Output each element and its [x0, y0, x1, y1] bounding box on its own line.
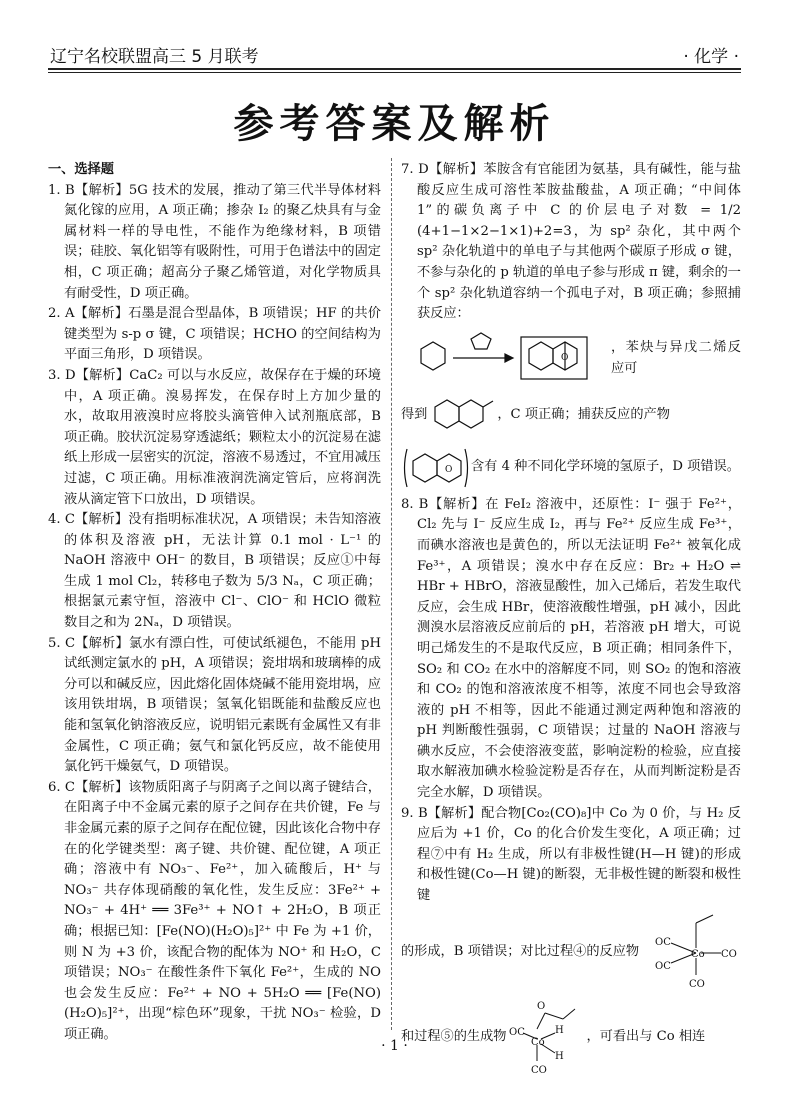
answer-7-part5: 含有 4 种不同化学环境的氢原子，D 项错误。 — [471, 459, 740, 475]
svg-text:H: H — [554, 1050, 564, 1062]
section-heading: 一、选择题 — [48, 162, 114, 177]
answer-7-part3: 得到 — [401, 407, 428, 423]
answer-7-part4: ，C 项正确；捕获反应的产物 — [497, 407, 670, 423]
svg-text:OC: OC — [655, 960, 671, 972]
isoprene-product-structure — [427, 393, 497, 439]
answer-9-part3: 和过程⑤的生成物 — [401, 1029, 507, 1045]
answer-9-part1: 9. B【解析】配合物[Co₂(CO)₈]中 Co 为 0 价，与 H₂ 反应后为 +1 价，Co 的化合价发生变化，A 项正确；过程⑦中有 H₂ 生成，所以有非极性键(H—H 键)的形成和极性键(Co—H 键)的断裂，无非极性键的断裂和极性键 — [401, 805, 741, 904]
answer-1: 1. B【解析】5G 技术的发展，推动了第三代半导体材料氮化镓的应用，A 项正确；掺杂 I₂ 的聚乙炔具有与金属材料一样的导电性，不能作为绝缘材料，B 项错误；硅胶、氧化铝等有吸附性，可用于色谱法中的固定相，C 项正确；超高分子聚乙烯管道，对化学物质具有耐受性，D 项正确。 — [48, 182, 381, 301]
svg-text:OC: OC — [508, 1026, 525, 1038]
svg-text:CO: CO — [689, 978, 705, 990]
capture-product-structure — [401, 445, 471, 491]
subject-label: · 化学 · — [683, 47, 739, 67]
svg-text:CO: CO — [530, 1064, 547, 1076]
left-column — [48, 160, 381, 1046]
header-rule — [48, 68, 741, 70]
header-rule-thin — [48, 72, 741, 73]
answer-7-part2: ，苯炔与异戊二烯反应可 — [611, 340, 741, 376]
page-header — [50, 40, 739, 68]
page-title: 参考答案及解析 — [233, 101, 556, 147]
answer-3: 3. D【解析】CaC₂ 可以与水反应，故保存在于燥的环境中，A 项正确。溴易挥发，在保存时上方加少量的水，故取用液溴时应将胶头滴管伸入试剂瓶底部，B 项正确。胶状沉淀易穿透滤纸；颗粒太小的沉淀易在滤纸上形成一层密实的沉淀，溶液不易透过，不宜用减压过滤，C 项正确。用标准液润洗滴定管后，应将润洗液从滴定管下口放出，D 项错误。 — [48, 367, 381, 507]
answer-6: 6. C【解析】该物质阳离子与阴离子之间以离子键结合，在阳离子中不金属元素的原子之间存在共价键，Fe 与非金属元素的原子之间存在配位键，因此该化合物中存在的化学键类型：离子键、共价键、配位键，A 项正确；溶液中有 NO₃⁻、Fe²⁺，加入硫酸后，H⁺ 与 NO₃⁻ 共存体现硝酸的氧化性，发生反应：3Fe²⁺ + NO₃⁻ + 4H⁺ ══ 3Fe³⁺ + NO↑ + 2H₂O，B 项正确；根据已知：[Fe(NO)(H₂O)₅]²⁺ 中 Fe 为 +1 价，则 N 为 +3 价，该配合物的配体为 NO⁺ 和 H₂O，C 项错误；NO₃⁻ 在酸性条件下氧化 Fe²⁺，生成的 NO 也会发生反应：Fe²⁺ + NO + 5H₂O ══ [Fe(NO)(H₂O)₅]²⁺，出现“棕色环”现象，干扰 NO₃⁻ 检验，D 项正确。 — [48, 779, 381, 1042]
answer-8: 8. B【解析】在 FeI₂ 溶液中，还原性：I⁻ 强于 Fe²⁺，Cl₂ 先与 I⁻ 反应生成 I₂，再与 Fe²⁺ 反应生成 Fe³⁺，而碘水溶液也是黄色的，所以无法证明 Fe²⁺ 被氧化成 Fe³⁺，A 项错误；溴水中存在反应：Br₂ + H₂O ⇌ HBr + HBrO，溶液显酸性，加入己烯后，若发生取代反应，会生成 HBr，使溶液酸性增强，pH 减小，因此测溴水层溶液反应前后的 pH，若溶液 pH 增大，可说明己烯发生的不是取代反应，B 项正确；相同条件下，SO₂ 和 CO₂ 在水中的溶解度不同，则 SO₂ 的饱和溶液和 CO₂ 的饱和溶液浓度不相等，浓度不同也会导致溶液的 pH 不相等，因此不能通过测定两种饱和溶液的 pH 判断酸性强弱，C 项错误；过量的 NaOH 溶液与碘水反应，不会使溶液变蓝，影响淀粉的检验，应直接取水解液加碘水检验淀粉是否存在，从而判断淀粉是否完全水解，D 项错误。 — [401, 496, 741, 801]
right-column — [401, 160, 741, 1081]
cobalt-complex-reactant — [651, 913, 741, 993]
answer-4: 4. C【解析】没有指明标准状况，A 项错误；未告知溶液的体积及溶液 pH，无法计算 0.1 mol · L⁻¹ 的 NaOH 溶液中 OH⁻ 的数目，B 项错误；反应①中每生成 1 mol Cl₂，转移电子数为 5/3 Nₐ，C 项正确；根据氯元素守恒，溶液中 Cl⁻、ClO⁻ 和 HClO 微粒数目之和为 2Nₐ，D 项错误。 — [48, 512, 381, 631]
svg-text:O: O — [536, 1000, 545, 1012]
answer-5: 5. C【解析】氯水有漂白性，可使试纸褪色，不能用 pH 试纸测定氯水的 pH，A 项错误；瓷坩埚和玻璃棒的成分可以和碱反应，因此熔化固体烧碱不能用瓷坩埚，应该用铁坩埚，B 项错误；氢氧化铝既能和盐酸反应也能和氢氧化钠溶液反应，说明铝元素既有金属性又有非金属性，C 项正确；氨气和氯化钙反应，故不能使用氯化钙干燥氨气，D 项错误。 — [48, 635, 381, 775]
exam-name: 辽宁名校联盟高三 5 月联考 — [50, 47, 259, 67]
svg-text:O: O — [445, 464, 453, 475]
svg-text:Co: Co — [691, 948, 705, 960]
svg-text:O: O — [561, 352, 569, 363]
answer-9-part2: 的形成，B 项错误；对比过程④的反应物 — [401, 944, 640, 960]
capture-product-row — [401, 445, 741, 491]
svg-text:CO: CO — [721, 948, 737, 960]
svg-text:H: H — [554, 1024, 564, 1036]
answer-7-part1: 7. D【解析】苯胺含有官能团为氨基，具有碱性，能与盐酸反应生成可溶性苯胺盐酸盐，A 项正确；“中间体 1”的碳负离子中 C 的价层电子对数 = 1/2 (4+1−1×2−1×1)+2=3，为 sp² 杂化，其中两个 sp² 杂化轨道中的单电子与其他两个碳原子形成 σ 键，不参与杂化的 p 轨道的单电子参与形成 π 键，剩余的一个 sp² 杂化轨道容纳一个孤电子对，B 项正确；参照捕获反应： — [401, 162, 741, 322]
svg-text:Co: Co — [530, 1036, 545, 1048]
column-divider — [391, 158, 392, 1030]
capture-reaction-row — [401, 331, 741, 387]
answer-2: 2. A【解析】石墨是混合型晶体，B 项错误；HF 的共价键类型为 s-p σ 键，C 项错误；HCHO 的空间结构为平面三角形，D 项错误。 — [48, 306, 381, 363]
answer-9-part4: ，可看出与 Co 相连 — [586, 1029, 706, 1045]
page-number: · 1 · — [381, 1038, 408, 1054]
co-reactant-row — [401, 913, 741, 993]
svg-text:OC: OC — [655, 936, 671, 948]
capture-reaction-scheme — [401, 331, 611, 387]
isoprene-product-row — [401, 393, 741, 439]
